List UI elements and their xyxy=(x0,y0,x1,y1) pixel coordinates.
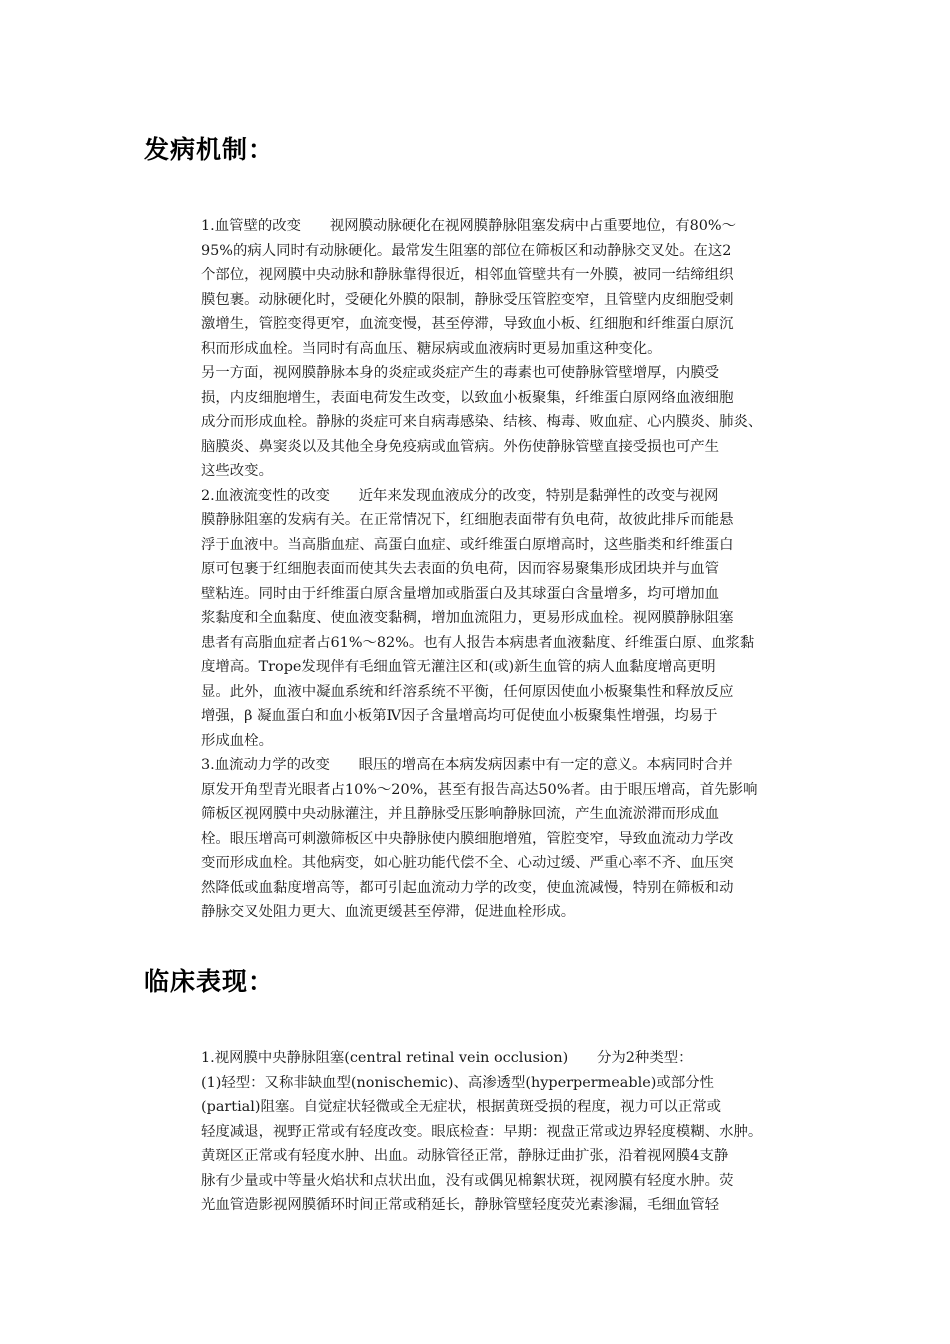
pathogenesis-line-5: 激增生，管腔变得更窄，血流变慢，甚至停滞，导致血小板、红细胞和纤维蛋白原沉 xyxy=(201,316,734,332)
pathogenesis-line-7: 另一方面，视网膜静脉本身的炎症或炎症产生的毒素也可使静脉管壁增厚，内膜受 xyxy=(201,365,720,381)
clinical-line-4: 轻度减退，视野正常或有轻度改变。眼底检查：早期：视盘正常或边界轻度模糊、水肿。 xyxy=(201,1123,763,1140)
pathogenesis-line-20: 显。此外，血液中凝血系统和纤溶系统不平衡，任何原因使血小板聚集性和释放反应 xyxy=(201,683,734,700)
clinical-line-5: 黄斑区正常或有轻度水肿、出血。动脉管径正常，静脉迂曲扩张，沿着视网膜4支静 xyxy=(201,1148,729,1164)
pathogenesis-line-28: 然降低或血黏度增高等，都可引起血流动力学的改变，使血流减慢，特别在筛板和动 xyxy=(201,879,734,896)
pathogenesis-line-13: 膜静脉阻塞的发病有关。在正常情况下，红细胞表面带有负电荷，故彼此排斥而能悬 xyxy=(201,512,734,528)
pathogenesis-line-11: 这些改变。 xyxy=(201,463,273,479)
pathogenesis-line-22: 形成血栓。 xyxy=(201,732,273,749)
clinical-line-6: 脉有少量或中等量火焰状和点状出血，没有或偶见棉絮状斑，视网膜有轻度水肿。荧 xyxy=(201,1172,734,1189)
pathogenesis-line-4: 膜包裹。动脉硬化时，受硬化外膜的限制，静脉受压管腔变窄，且管壁内皮细胞受刺 xyxy=(201,291,734,308)
pathogenesis-line-27: 变而形成血栓。其他病变，如心脏功能代偿不全、心动过缓、严重心率不齐、血压突 xyxy=(201,855,734,871)
pathogenesis-line-2: 95%的病人同时有动脉硬化。最常发生阻塞的部位在筛板区和动静脉交叉处。在这2 xyxy=(201,242,732,259)
pathogenesis-body xyxy=(201,214,811,925)
clinical-line-1: 1.视网膜中央静脉阻塞(central retinal vein occlusion) 分为2种类型： xyxy=(201,1050,693,1066)
pathogenesis-line-6: 积而形成血栓。当同时有高血压、糖尿病或血液病时更易加重这种变化。 xyxy=(201,340,662,357)
pathogenesis-line-18: 患者有高脂血症者占61%～82%。也有人报告本病患者血液黏度、纤维蛋白原、血浆黏 xyxy=(201,634,755,651)
pathogenesis-line-15: 原可包裹于红细胞表面而使其失去表面的负电荷，因而容易聚集形成团块并与血管 xyxy=(201,561,720,577)
clinical-line-7: 光血管造影视网膜循环时间正常或稍延长，静脉管壁轻度荧光素渗漏，毛细血管轻 xyxy=(201,1197,720,1213)
pathogenesis-line-14: 浮于血液中。当高脂血症、高蛋白血症、或纤维蛋白原增高时，这些脂类和纤维蛋白 xyxy=(201,536,734,553)
pathogenesis-line-17: 浆黏度和全血黏度、使血液变黏稠，增加血流阻力，更易形成血栓。视网膜静脉阻塞 xyxy=(201,610,734,626)
pathogenesis-line-16: 壁粘连。同时由于纤维蛋白原含量增加或脂蛋白及其球蛋白含量增多，均可增加血 xyxy=(201,585,720,602)
pathogenesis-line-19: 度增高。Trope发现伴有毛细血管无灌注区和(或)新生血管的病人血黏度增高更明 xyxy=(201,659,716,675)
pathogenesis-line-8: 损，内皮细胞增生，表面电荷发生改变，以致血小板聚集，纤维蛋白原网络血液细胞 xyxy=(201,389,734,406)
clinical-line-2: (1)轻型：又称非缺血型(nonischemic)、高渗透型(hyperpermeable)或部分性 xyxy=(201,1074,714,1091)
pathogenesis-line-24: 原发开角型青光眼者占10%～20%，甚至有报告高达50%者。由于眼压增高，首先影响 xyxy=(201,781,758,798)
pathogenesis-line-12: 2.血液流变性的改变 近年来发现血液成分的改变，特别是黏弹性的改变与视网 xyxy=(201,487,719,504)
pathogenesis-line-26: 栓。眼压增高可刺激筛板区中央静脉使内膜细胞增殖，管腔变窄，导致血流动力学改 xyxy=(201,830,734,847)
pathogenesis-line-29: 静脉交叉处阻力更大、血流更缓甚至停滞，促进血栓形成。 xyxy=(201,904,576,920)
pathogenesis-line-25: 筛板区视网膜中央动脉灌注，并且静脉受压影响静脉回流，产生血流淤滞而形成血 xyxy=(201,806,720,822)
clinical-manifestations-body xyxy=(201,1046,811,1218)
pathogenesis-line-1: 1.血管壁的改变 视网膜动脉硬化在视网膜静脉阻塞发病中占重要地位，有80%～ xyxy=(201,218,736,234)
section-heading-pathogenesis: 发病机制： xyxy=(144,135,275,164)
pathogenesis-line-9: 成分而形成血栓。静脉的炎症可来自病毒感染、结核、梅毒、败血症、心内膜炎、肺炎、 xyxy=(201,414,763,430)
pathogenesis-line-10: 脑膜炎、鼻窦炎以及其他全身免疫病或血管病。外伤使静脉管壁直接受损也可产生 xyxy=(201,438,720,455)
pathogenesis-line-23: 3.血流动力学的改变 眼压的增高在本病发病因素中有一定的意义。本病同时合并 xyxy=(201,757,733,773)
clinical-line-3: (partial)阻塞。自觉症状轻微或全无症状，根据黄斑受损的程度，视力可以正常或 xyxy=(201,1099,721,1115)
section-heading-clinical-manifestations: 临床表现： xyxy=(144,967,275,996)
pathogenesis-line-3: 个部位，视网膜中央动脉和静脉靠得很近，相邻血管壁共有一外膜，被同一结缔组织 xyxy=(201,267,734,283)
pathogenesis-line-21: 增强，β 凝血蛋白和血小板第Ⅳ因子含量增高均可促使血小板聚集性增强，均易于 xyxy=(201,708,718,724)
